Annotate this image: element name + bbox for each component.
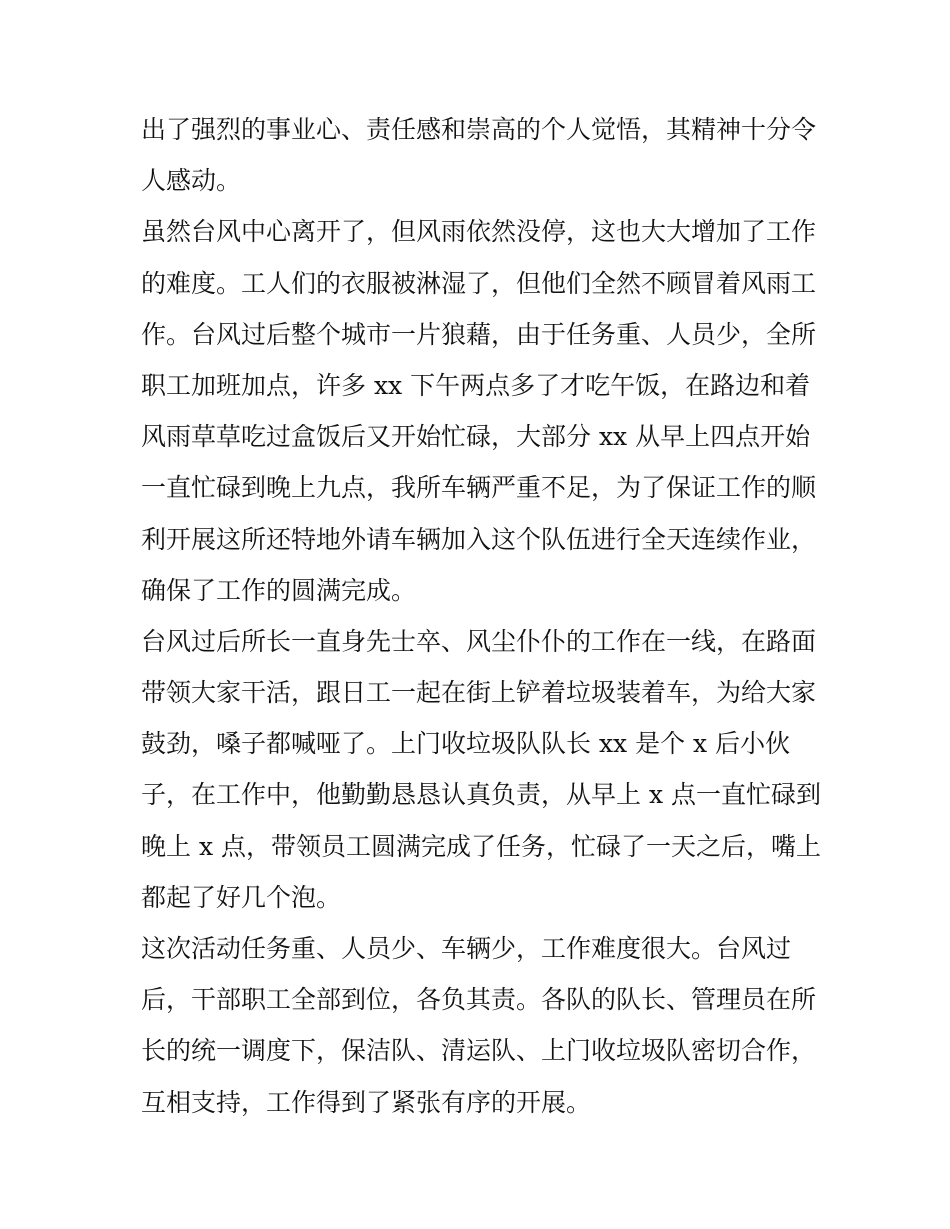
text-line: 鼓劲，嗓子都喊哑了。上门收垃圾队队长 xx 是个 x 后小伙 xyxy=(141,729,791,759)
text-line: 台风过后所长一直身先士卒、风尘仆仆的工作在一线，在路面 xyxy=(141,626,817,656)
text-line: 后，干部职工全部到位，各负其责。各队的队长、管理员在所 xyxy=(141,985,817,1015)
text-line: 带领大家干活，跟日工一起在街上铲着垃圾装着车，为给大家 xyxy=(141,678,817,708)
text-line: 子，在工作中，他勤勤恳恳认真负责，从早上 x 点一直忙碌到 xyxy=(141,780,821,810)
text-line: 职工加班加点，许多 xx 下午两点多了才吃午饭，在路边和着 xyxy=(141,370,811,400)
text-line: 晚上 x 点，带领员工圆满完成了任务，忙碌了一天之后，嘴上 xyxy=(141,831,821,861)
text-line: 确保了工作的圆满完成。 xyxy=(141,575,417,605)
text-line: 出了强烈的事业心、责任感和崇高的个人觉悟，其精神十分令 xyxy=(141,115,817,144)
text-line: 人感动。 xyxy=(141,166,242,196)
text-line: 作。台风过后整个城市一片狼藉，由于任务重、人员少，全所 xyxy=(141,319,817,349)
text-line: 互相支持，工作得到了紧张有序的开展。 xyxy=(141,1087,592,1117)
text-line: 的难度。工人们的衣服被淋湿了，但他们全然不顾冒着风雨工 xyxy=(141,268,817,298)
text-line: 一直忙碌到晚上九点，我所车辆严重不足，为了保证工作的顺 xyxy=(141,473,817,503)
body-text xyxy=(141,104,821,1128)
text-line: 虽然台风中心离开了，但风雨依然没停，这也大大增加了工作 xyxy=(141,217,817,247)
text-line: 长的统一调度下，保洁队、清运队、上门收垃圾队密切合作， xyxy=(141,1036,817,1066)
text-line: 风雨草草吃过盒饭后又开始忙碌，大部分 xx 从早上四点开始 xyxy=(141,422,811,452)
text-line: 利开展这所还特地外请车辆加入这个队伍进行全天连续作业， xyxy=(141,524,817,554)
text-line: 这次活动任务重、人员少、车辆少，工作难度很大。台风过 xyxy=(141,934,792,963)
text-line: 都起了好几个泡。 xyxy=(141,882,342,912)
